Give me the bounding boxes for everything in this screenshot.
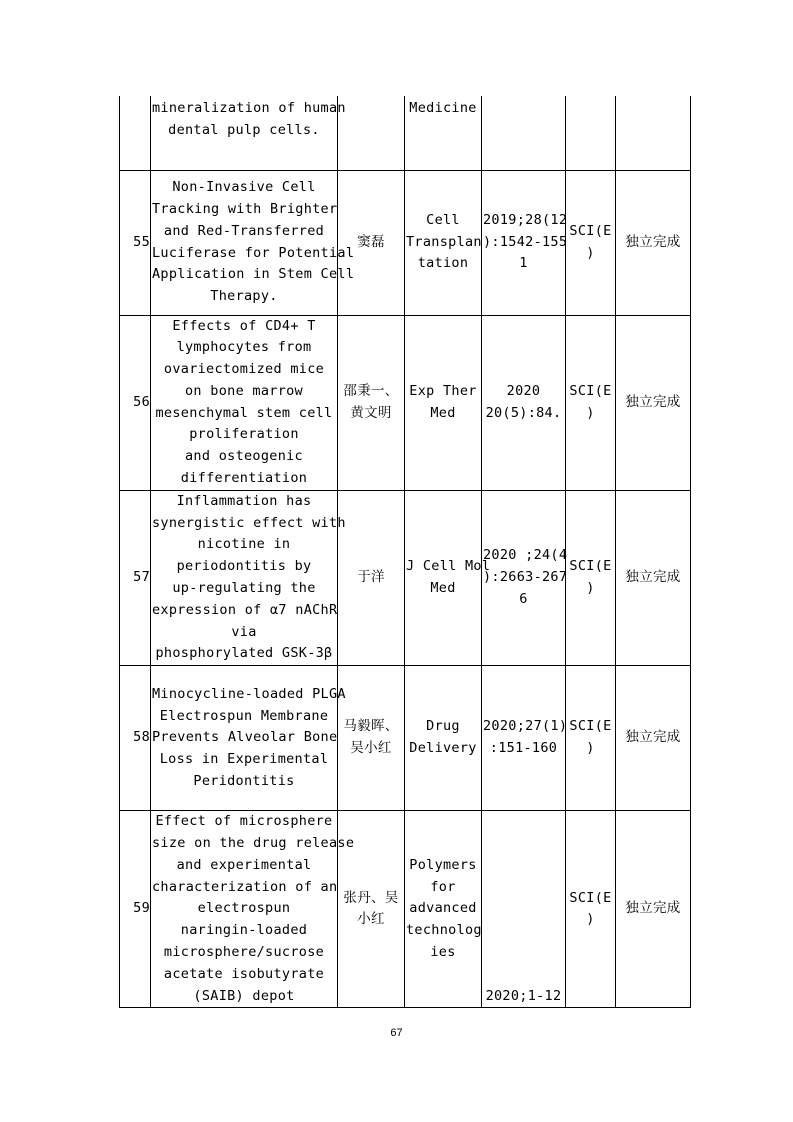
paper-title-line: proliferation: [189, 426, 299, 443]
paper-title-line: Peridontitis: [193, 772, 295, 789]
paper-title-line: Inflammation has: [176, 492, 312, 509]
year-volume-pages: [482, 490, 566, 665]
authors: [338, 96, 405, 170]
paper-title-line: Minocycline-loaded PLGA: [152, 685, 346, 702]
row-number: [120, 96, 151, 170]
paper-title-line: and Red-Transferred: [163, 222, 325, 239]
journal-name-line: tation: [417, 255, 469, 272]
completion-type: 独立完成: [616, 490, 691, 665]
year-volume-pages-line: :151-160: [489, 740, 558, 757]
row-number: 55: [120, 170, 151, 315]
paper-title-line: electrospun: [197, 900, 291, 917]
table-row: [120, 666, 691, 811]
index-type: [566, 96, 616, 170]
journal-name-line: Medicine: [409, 100, 477, 116]
paper-title: [151, 315, 338, 490]
authors-line: 马毅晖、: [343, 718, 399, 735]
paper-title-line: Effect of microsphere: [155, 813, 333, 830]
journal-name-line: Delivery: [409, 740, 477, 757]
table-row: [120, 96, 691, 170]
page-number: 67: [390, 1027, 403, 1039]
authors: [338, 315, 405, 490]
journal-name-line: Cell: [426, 211, 460, 228]
paper-title-line: Tracking with Brighter: [152, 200, 338, 217]
year-volume-pages-line: ):2663-267: [483, 569, 568, 586]
journal-name: [405, 96, 482, 170]
row-number: 58: [120, 666, 151, 811]
year-volume-pages-line: 2020: [506, 382, 541, 399]
paper-title-line: dental pulp cells.: [168, 121, 320, 138]
paper-title-line: Electrospun Membrane: [159, 707, 329, 724]
year-volume-pages-line: 6: [519, 590, 528, 607]
paper-title-line: on bone marrow: [185, 382, 303, 399]
publications-table: [119, 96, 691, 1008]
completion-type: [616, 96, 691, 170]
table-row: [120, 490, 691, 665]
paper-title-line: Luciferase for Potential: [152, 244, 355, 261]
journal-name-line: J Cell Mol: [406, 558, 491, 575]
journal-name: [405, 490, 491, 665]
index-type: SCI(E): [566, 811, 616, 1008]
paper-title-line: naringin-loaded: [180, 922, 308, 939]
year-volume-pages: [482, 315, 566, 490]
paper-title-line: Non-Invasive Cell: [172, 179, 316, 196]
paper-title-line: microsphere/sucrose: [163, 944, 325, 961]
paper-title-line: (SAIB) depot: [193, 987, 295, 1004]
table-row: [120, 315, 691, 490]
journal-name: [405, 315, 482, 490]
paper-title-line: nicotine in: [197, 536, 291, 553]
year-volume-pages-line: 2020;1-12: [485, 987, 562, 1004]
table-body: [120, 96, 691, 1008]
authors-line: 邵秉一、: [343, 382, 399, 399]
index-type: SCI(E): [566, 170, 616, 315]
paper-title-line: characterization of an: [152, 878, 338, 895]
authors-line: 于洋: [357, 569, 385, 586]
year-volume-pages: [482, 666, 566, 811]
journal-name-line: ies: [430, 944, 456, 961]
paper-title-line: ovariectomized mice: [163, 361, 325, 378]
paper-title-line: and osteogenic: [185, 448, 303, 465]
paper-title: [151, 170, 355, 315]
authors-line: 小红: [357, 911, 385, 928]
paper-title-line: up-regulating the: [172, 580, 316, 597]
journal-name-line: advanced: [409, 900, 477, 917]
authors: [338, 666, 405, 811]
year-volume-pages-line: 2020;27(1): [483, 718, 568, 735]
journal-name-line: Transplan: [406, 233, 482, 250]
row-number: 57: [120, 490, 151, 665]
paper-title-line: Effects of CD4+ T: [172, 317, 316, 334]
authors: [338, 170, 405, 315]
paper-title-line: acetate isobutyrate: [163, 965, 325, 982]
paper-title-line: mesenchymal stem cell: [155, 404, 333, 421]
year-volume-pages: [482, 811, 566, 1008]
journal-name-line: Exp Ther: [409, 382, 477, 399]
year-volume-pages: [482, 96, 566, 170]
journal-name: [405, 666, 482, 811]
paper-title-line: phosphorylated GSK-3β: [155, 645, 333, 662]
paper-title-line: via: [231, 623, 257, 640]
year-volume-pages-line: ):1542-155: [483, 233, 568, 250]
table-row: [120, 811, 691, 1008]
journal-name: [405, 811, 482, 1008]
authors: [338, 490, 405, 665]
journal-name-line: Polymers: [409, 856, 477, 873]
paper-title-line: differentiation: [180, 470, 308, 487]
paper-title-line: Prevents Alveolar Bone: [152, 729, 338, 746]
completion-type: 独立完成: [616, 811, 691, 1008]
index-type: SCI(E): [566, 666, 616, 811]
paper-title: [151, 666, 346, 811]
journal-name-line: technolog: [406, 922, 482, 939]
journal-name-line: Drug: [426, 718, 460, 735]
year-volume-pages-line: 2020 ;24(4: [483, 547, 568, 564]
completion-type: 独立完成: [616, 170, 691, 315]
paper-title-line: lymphocytes from: [176, 339, 312, 356]
year-volume-pages-line: 20(5):84.: [485, 404, 562, 421]
paper-title: [151, 811, 355, 1008]
table-row: [120, 170, 691, 315]
authors-line: 黄文明: [350, 404, 392, 421]
authors-line: 吴小红: [350, 740, 392, 757]
paper-title-line: synergistic effect with: [152, 514, 346, 531]
paper-title-line: size on the drug release: [152, 835, 355, 852]
paper-title-line: Loss in Experimental: [159, 751, 329, 768]
index-type: SCI(E): [566, 490, 616, 665]
paper-title-line: expression of α7 nAChR: [152, 601, 338, 618]
authors-line: 张丹、吴: [343, 889, 399, 906]
paper-title-line: and experimental: [176, 856, 312, 873]
index-type: SCI(E): [566, 315, 616, 490]
completion-type: 独立完成: [616, 666, 691, 811]
paper-title-line: mineralization of human: [152, 100, 346, 116]
paper-title: [151, 490, 346, 665]
row-number: 56: [120, 315, 151, 490]
year-volume-pages-line: 1: [519, 255, 528, 272]
year-volume-pages: [482, 170, 566, 315]
year-volume-pages-line: 2019;28(12: [483, 211, 568, 228]
row-number: 59: [120, 811, 151, 1008]
authors-line: 窦磊: [357, 233, 385, 250]
journal-name-line: Med: [430, 404, 456, 421]
journal-name-line: for: [430, 878, 456, 895]
paper-title-line: Therapy.: [210, 288, 278, 305]
journal-name: [405, 170, 482, 315]
paper-title: [151, 96, 346, 170]
journal-name-line: Med: [430, 580, 456, 597]
completion-type: 独立完成: [616, 315, 691, 490]
paper-title-line: Application in Stem Cell: [152, 266, 355, 283]
paper-title-line: periodontitis by: [176, 558, 312, 575]
